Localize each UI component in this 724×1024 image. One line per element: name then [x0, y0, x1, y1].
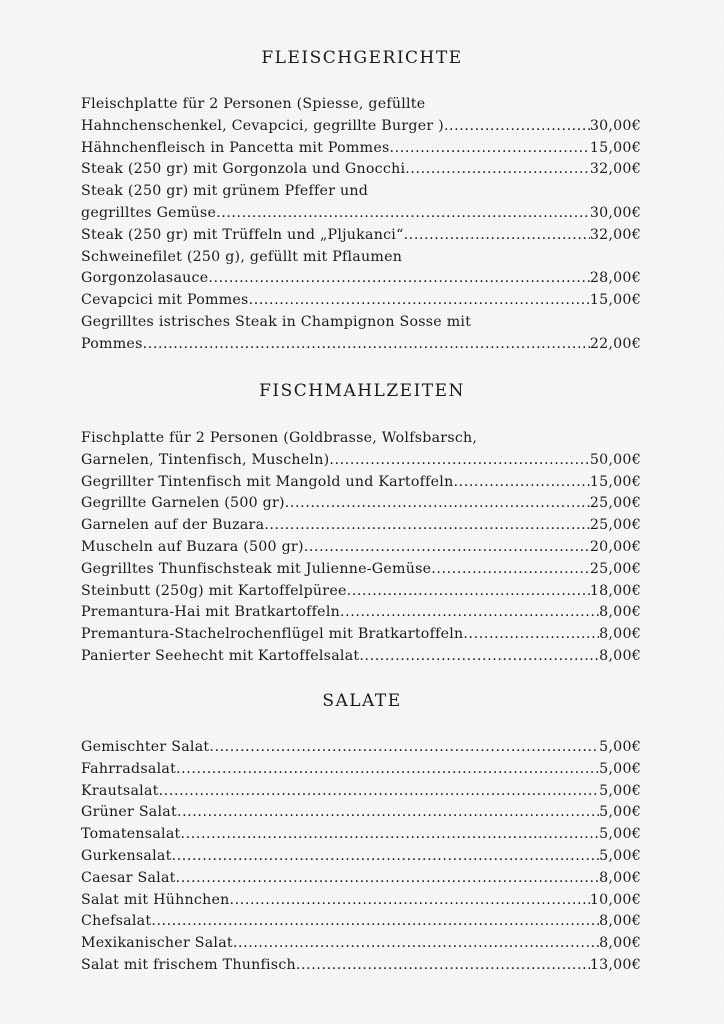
dot-leader [176, 868, 600, 890]
menu-item-price: 50,00€ [589, 451, 641, 468]
menu-item [81, 846, 641, 868]
menu-item-price: 20,00€ [589, 538, 641, 555]
menu-item-row [81, 911, 641, 933]
menu-item-price: 25,00€ [589, 560, 641, 577]
menu-item [81, 581, 641, 603]
dot-leader [172, 846, 600, 868]
dot-leader [249, 290, 590, 312]
menu-item [81, 493, 641, 515]
menu-item-row [81, 334, 641, 356]
dot-leader [208, 268, 589, 290]
menu-item [81, 802, 641, 824]
menu-item-price: 30,00€ [589, 204, 641, 221]
section-title-fleischgerichte: FLEISCHGERICHTE [261, 48, 463, 68]
dot-leader [159, 781, 600, 803]
menu-item-name: Gurkensalat [81, 847, 172, 864]
dot-leader [463, 624, 599, 646]
menu-item-price: 25,00€ [589, 517, 641, 534]
menu-item [81, 537, 641, 559]
menu-item-name-line: Gegrilltes istrisches Steak in Champignon Sosse mit [81, 313, 472, 330]
section-title-fischmahlzeiten: FISCHMAHLZEITEN [259, 381, 465, 401]
menu-item-row [81, 559, 641, 581]
menu-item-name: gegrilltes Gemüse [81, 204, 217, 221]
dot-leader [143, 334, 590, 356]
menu-item [81, 868, 641, 890]
menu-item [81, 890, 641, 912]
dot-leader [347, 581, 590, 603]
menu-item-name: Gegrilltes Thunfischsteak mit Julienne-Gemüse [81, 560, 432, 577]
menu-item-name: Salat mit frischem Thunfisch [81, 956, 296, 973]
menu-item-name: Gorgonzolasauce [81, 270, 209, 287]
menu-item-row [81, 846, 641, 868]
menu-item-price: 8,00€ [599, 913, 641, 930]
menu-item-row [81, 472, 641, 494]
menu-item-row [81, 868, 641, 890]
menu-item-row [81, 759, 641, 781]
menu-item [81, 781, 641, 803]
dot-leader [453, 472, 589, 494]
menu-item-row [81, 225, 641, 247]
menu-item [81, 428, 641, 472]
menu-item-row [81, 955, 641, 977]
menu-item-name: Caesar Salat [81, 869, 176, 886]
dot-leader [329, 450, 589, 472]
menu-item-name: Gemischter Salat [81, 739, 210, 755]
menu-item-price: 8,00€ [599, 935, 641, 952]
menu-item-row [81, 515, 641, 537]
menu-list-fischmahlzeiten [81, 428, 641, 668]
menu-item-price: 5,00€ [599, 826, 641, 843]
dot-leader [444, 116, 590, 138]
menu-item [81, 955, 641, 977]
menu-item-row [81, 581, 641, 603]
menu-item-name: Krautsalat [81, 782, 159, 799]
menu-item [81, 737, 641, 759]
menu-item-row [81, 737, 641, 759]
menu-item-price: 5,00€ [599, 739, 641, 755]
menu-item-name: Premantura-Stachelrochenflügel mit Bratkartoffeln [81, 626, 464, 643]
menu-item-price: 30,00€ [589, 117, 641, 134]
menu-item [81, 515, 641, 537]
menu-item-row [81, 624, 641, 646]
dot-leader [304, 537, 590, 559]
menu-item [81, 225, 641, 247]
dot-leader [340, 602, 599, 624]
menu-item-price: 10,00€ [589, 891, 641, 908]
dot-leader [233, 933, 599, 955]
menu-item [81, 472, 641, 494]
menu-item-name: Chefsalat [81, 913, 152, 930]
menu-item [81, 181, 641, 225]
menu-item-name: Garnelen, Tintenfisch, Muscheln) [81, 451, 330, 468]
menu-item-row [81, 290, 641, 312]
menu-item-name: Gegrillter Tintenfisch mit Mangold und Kartoffeln [81, 473, 454, 490]
menu-item [81, 312, 641, 356]
dot-leader [151, 911, 599, 933]
menu-item [81, 911, 641, 933]
menu-item [81, 247, 641, 291]
menu-item-name: Panierter Seehecht mit Kartoffelsalat [81, 647, 360, 664]
menu-item [81, 159, 641, 181]
menu-item-price: 5,00€ [599, 760, 641, 777]
menu-item-name-line: Steak (250 gr) mit grünem Pfeffer und [81, 183, 369, 200]
menu-item-name: Mexikanischer Salat [81, 935, 233, 952]
menu-item [81, 559, 641, 581]
menu-item-price: 15,00€ [589, 139, 641, 156]
menu-item-price: 5,00€ [599, 782, 641, 799]
menu-item-price: 15,00€ [589, 473, 641, 490]
menu-item [81, 290, 641, 312]
menu-list-salate [81, 737, 641, 977]
menu-item-row [81, 537, 641, 559]
menu-item-name: Steinbutt (250g) mit Kartoffelpüree [81, 582, 347, 599]
menu-item-name-line: Schweinefilet (250 g), gefüllt mit Pflaumen [81, 248, 403, 265]
menu-item [81, 624, 641, 646]
dot-leader [177, 802, 599, 824]
menu-item [81, 933, 641, 955]
menu-item-row [81, 602, 641, 624]
dot-leader [230, 890, 590, 912]
menu-item-name: Premantura-Hai mit Bratkartoffeln [81, 604, 340, 621]
menu-item-price: 32,00€ [589, 226, 641, 243]
dot-leader [405, 159, 590, 181]
menu-item-price: 5,00€ [599, 804, 641, 821]
dot-leader [359, 646, 599, 668]
menu-item-price: 8,00€ [599, 626, 641, 643]
dot-leader [296, 955, 590, 977]
menu-item-name: Hähnchenfleisch in Pancetta mit Pommes [81, 139, 390, 156]
dot-leader [390, 138, 590, 160]
menu-item-name: Fahrradsalat [81, 760, 177, 777]
menu-item-name: Steak (250 gr) mit Gorgonzola und Gnocchi [81, 161, 406, 178]
menu-item-name: Salat mit Hühnchen [81, 891, 230, 908]
dot-leader [404, 225, 590, 247]
menu-item-row [81, 116, 641, 138]
dot-leader [285, 493, 590, 515]
menu-item-row [81, 824, 641, 846]
menu-item [81, 602, 641, 624]
dot-leader [176, 759, 599, 781]
section-title-salate: SALATE [322, 691, 402, 711]
menu-item-row [81, 450, 641, 472]
menu-item-row [81, 268, 641, 290]
menu-item-name: Grüner Salat [81, 804, 177, 821]
menu-item [81, 759, 641, 781]
menu-item-name: Garnelen auf der Buzara [81, 517, 265, 534]
menu-item-row [81, 802, 641, 824]
menu-item-row [81, 933, 641, 955]
menu-item [81, 824, 641, 846]
menu-item-price: 25,00€ [589, 495, 641, 512]
dot-leader [216, 203, 590, 225]
menu-item [81, 138, 641, 160]
menu-item-name: Steak (250 gr) mit Trüffeln und „Pljukanci“ [81, 226, 404, 243]
dot-leader [209, 737, 599, 759]
menu-item-price: 15,00€ [589, 292, 641, 309]
menu-item-name: Muscheln auf Buzara (500 gr) [81, 538, 304, 555]
menu-item-row [81, 646, 641, 668]
menu-item-row [81, 159, 641, 181]
dot-leader [181, 824, 600, 846]
menu-item-price: 32,00€ [589, 161, 641, 178]
menu-item-price: 18,00€ [589, 582, 641, 599]
menu-item-name: Pommes [81, 335, 143, 352]
menu-item-name: Hahnchenschenkel, Cevapcici, gegrillte Burger ) [81, 117, 444, 134]
menu-item-name: Tomatensalat [81, 826, 181, 843]
menu-item-name-line: Fischplatte für 2 Personen (Goldbrasse, Wolfsbarsch, [81, 430, 478, 446]
menu-item-name-line: Fleischplatte für 2 Personen (Spiesse, gefüllte [81, 96, 426, 112]
menu-list-fleischgerichte [81, 94, 641, 356]
menu-item [81, 646, 641, 668]
menu-item-row [81, 203, 641, 225]
menu-item-row [81, 493, 641, 515]
menu-item-price: 28,00€ [589, 270, 641, 287]
menu-item-price: 8,00€ [599, 869, 641, 886]
menu-item-price: 8,00€ [599, 647, 641, 664]
dot-leader [431, 559, 590, 581]
menu-item-row [81, 890, 641, 912]
menu-item-price: 13,00€ [589, 956, 641, 973]
menu-item-row [81, 781, 641, 803]
menu-item-price: 22,00€ [589, 335, 641, 352]
dot-leader [264, 515, 590, 537]
menu-item-name: Gegrillte Garnelen (500 gr) [81, 495, 285, 512]
menu-item-row [81, 138, 641, 160]
menu-item-price: 8,00€ [599, 604, 641, 621]
menu-item-price: 5,00€ [599, 847, 641, 864]
menu-item [81, 94, 641, 138]
menu-item-name: Cevapcici mit Pommes [81, 292, 249, 309]
